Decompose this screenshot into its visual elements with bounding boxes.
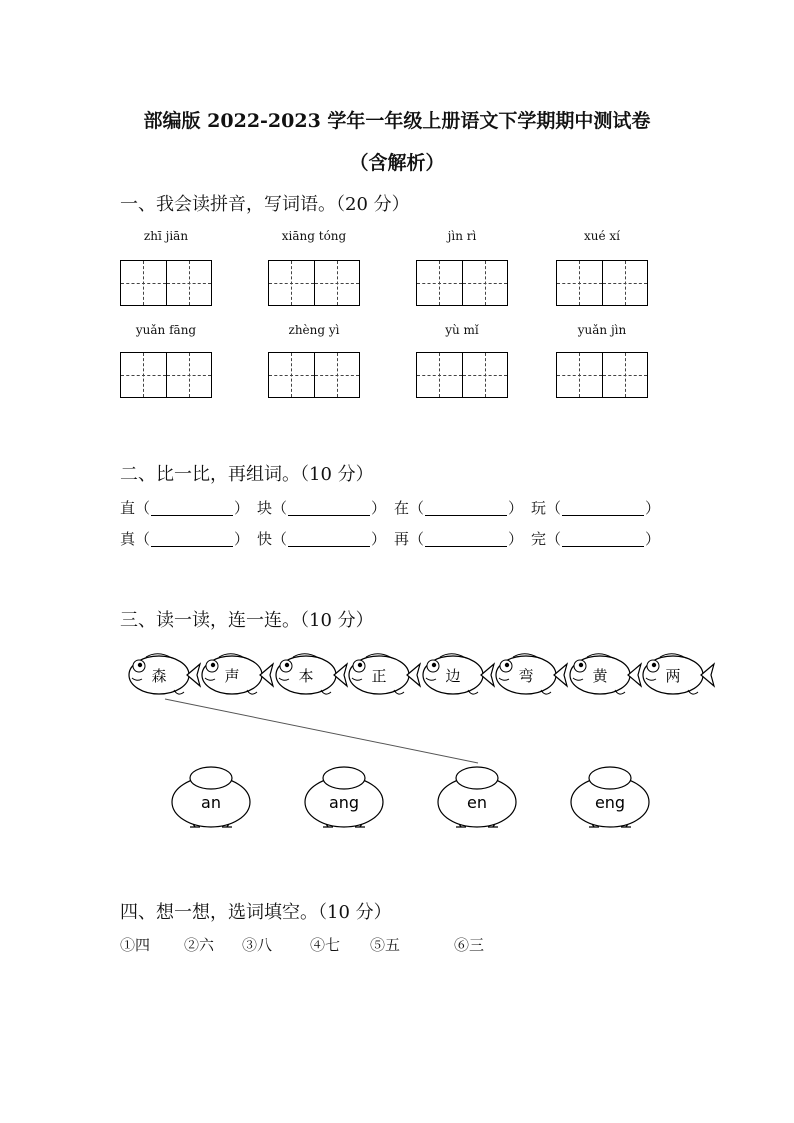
pinyin-label: yuǎn jìn [577,323,627,337]
option-list [120,934,620,954]
pot-label: ang [328,793,360,812]
pinyin-label: yuǎn fāng [135,323,197,337]
fish-icon[interactable] [423,654,494,694]
fish-icon[interactable] [496,654,567,694]
pinyin-label: zhèng yì [288,323,340,337]
compare-item: 块 （ ） [257,499,387,517]
option-item: ⑥三 [454,936,485,954]
section-1-heading: 一、我会读拼音，写词语。（20 分） [120,194,410,215]
pot-label: en [467,793,487,812]
writing-grid[interactable] [556,352,648,398]
fish-char: 两 [665,667,681,685]
compare-row [120,497,668,518]
pinyin-label: yù mǐ [445,323,479,337]
writing-grid[interactable] [268,352,360,398]
writing-grid[interactable] [120,260,212,306]
answer-blank[interactable] [562,531,644,547]
answer-blank[interactable] [425,500,507,516]
page-title: 部编版 2022-2023 学年一年级上册语文下学期期中测试卷 [143,110,651,132]
section-4-heading: 四、想一想，选词填空。（10 分） [120,902,392,923]
answer-blank[interactable] [151,531,233,547]
fish-char: 黄 [592,667,608,685]
section-2-heading: 二、比一比，再组词。（10 分） [120,464,374,485]
compare-item: 真 （ ） [120,530,250,548]
writing-grid[interactable] [120,352,212,398]
fish-char: 本 [298,667,314,685]
option-item: ⑤五 [370,936,401,954]
fish-icon[interactable] [570,654,641,694]
compare-item: 玩 （ ） [531,499,661,517]
pot-icon[interactable] [305,767,383,827]
answer-blank[interactable] [288,500,370,516]
pot-icon[interactable] [571,767,649,827]
answer-blank[interactable] [288,531,370,547]
compare-row [120,528,668,549]
compare-item: 完 （ ） [531,530,661,548]
compare-item: 再 （ ） [394,530,524,548]
compare-item: 快 （ ） [257,530,387,548]
fish-char: 弯 [518,667,534,685]
pot-label: an [201,793,221,812]
fish-char: 声 [224,667,240,685]
fish-icon[interactable] [349,654,420,694]
option-item: ①四 [120,936,151,954]
pinyin-label: zhī jiān [143,229,189,243]
writing-grid[interactable] [416,260,508,306]
writing-grid[interactable] [416,352,508,398]
pinyin-label: xiāng tóng [281,229,347,243]
section-3-heading: 三、读一读，连一连。（10 分） [120,610,374,631]
connect-line [165,699,478,763]
fish-icon[interactable] [643,654,714,694]
answer-blank[interactable] [425,531,507,547]
pot-label: eng [594,793,626,812]
pot-icon[interactable] [438,767,516,827]
fish-char: 森 [151,667,167,685]
option-item: ②六 [184,936,215,954]
fish-char: 正 [371,667,387,685]
option-item: ③八 [242,936,273,954]
fish-icon[interactable] [129,654,200,694]
answer-blank[interactable] [562,500,644,516]
writing-grid[interactable] [556,260,648,306]
fish-char: 边 [445,667,461,685]
writing-grid[interactable] [268,260,360,306]
pinyin-label: jìn rì [447,229,477,243]
fish-icon[interactable] [202,654,273,694]
compare-item: 直 （ ） [120,499,250,517]
matching-diagram [0,640,794,840]
page-subtitle: （含解析） [349,152,445,174]
pinyin-label: xué xí [583,229,621,243]
answer-blank[interactable] [151,500,233,516]
pot-icon[interactable] [172,767,250,827]
compare-item: 在 （ ） [394,499,524,517]
option-item: ④七 [310,936,341,954]
fish-icon[interactable] [276,654,347,694]
